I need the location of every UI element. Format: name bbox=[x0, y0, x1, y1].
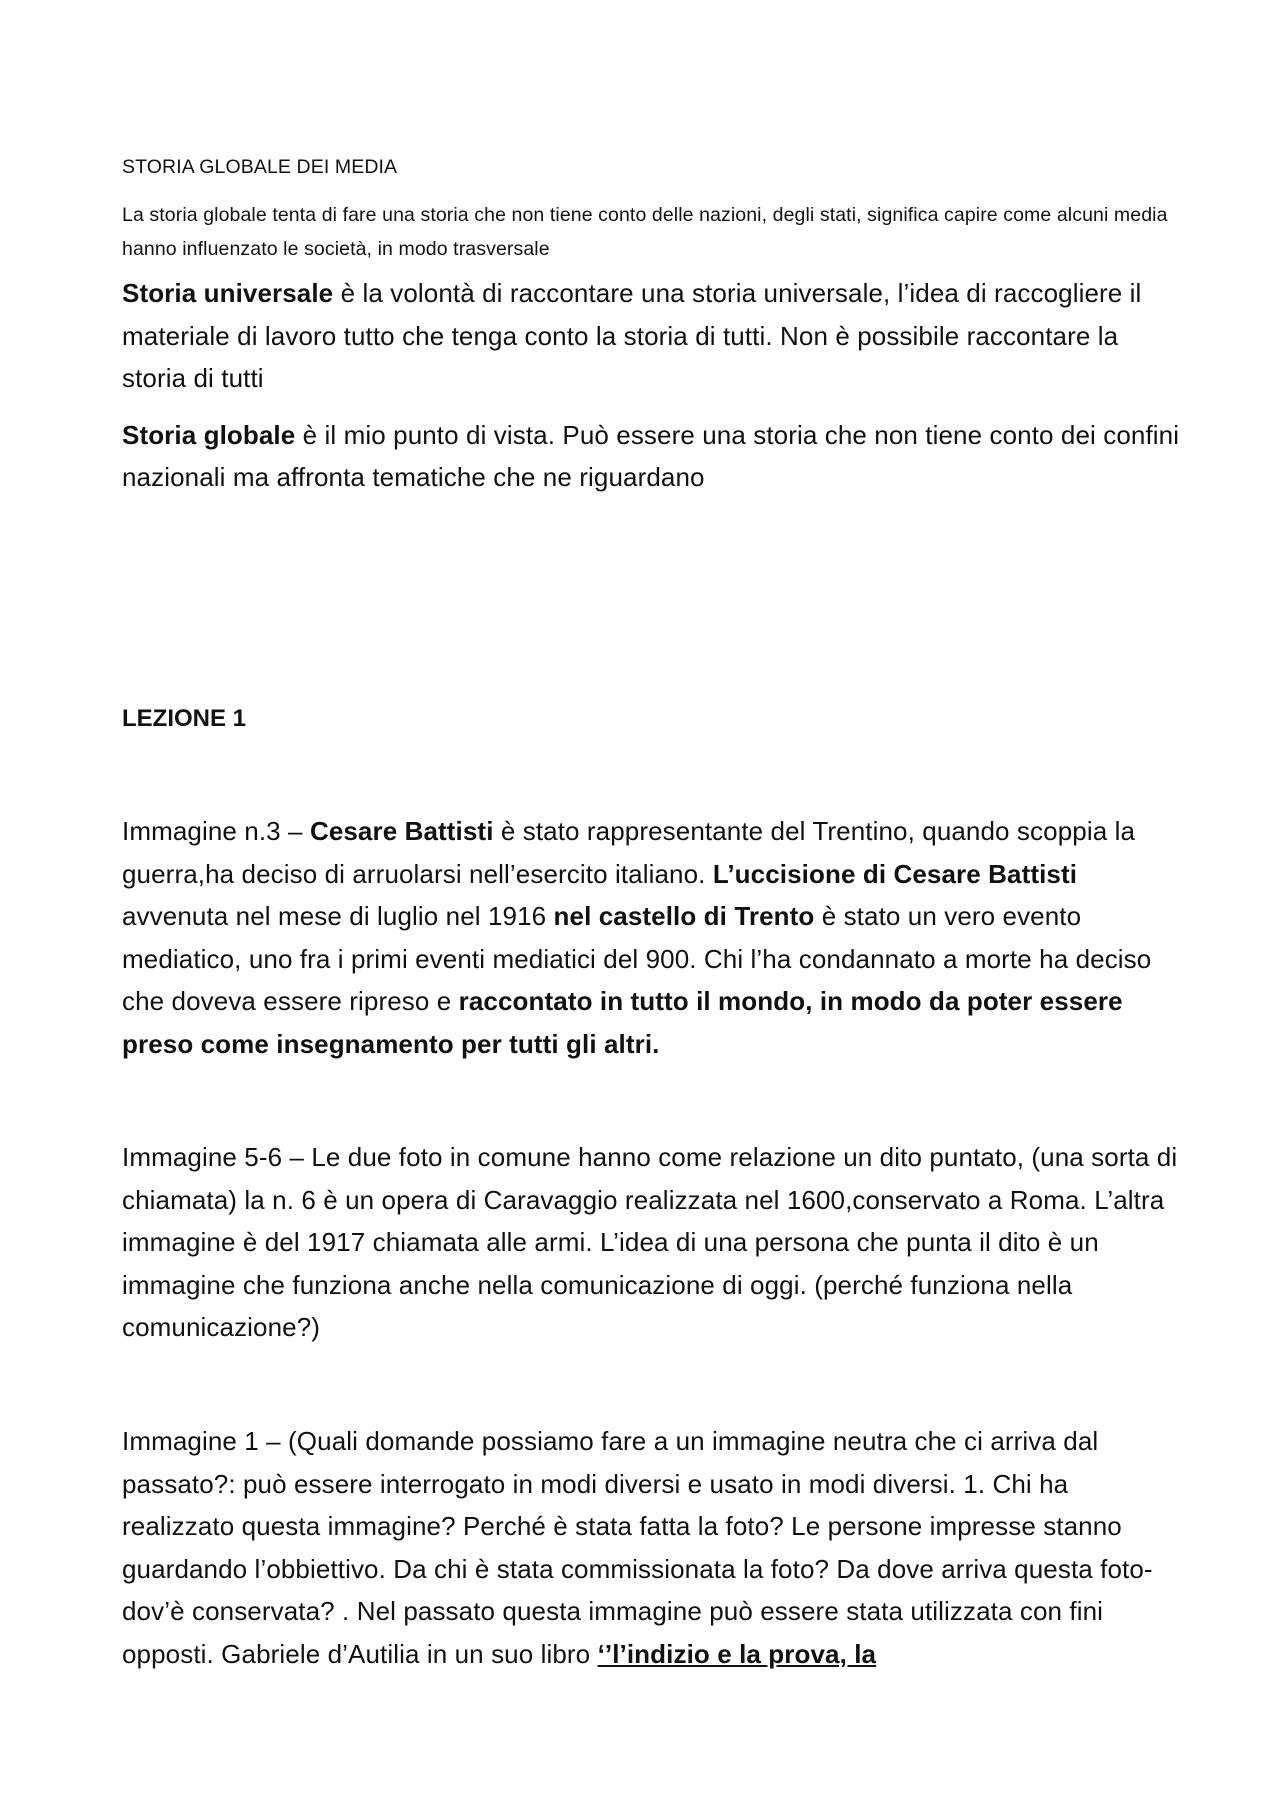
document-page bbox=[122, 150, 1180, 1669]
img3-bold-3: nel castello di Trento bbox=[553, 901, 815, 931]
document-title: STORIA GLOBALE DEI MEDIA bbox=[122, 156, 398, 178]
storia-globale-text: è il mio punto di vista. Può essere una storia che non tiene conto dei confini nazionali ma affronta tematiche che ne riguardano bbox=[122, 419, 1180, 492]
img3-bold-2: L’uccisione di Cesare Battisti bbox=[712, 858, 1078, 889]
img1-underlined-title: ‘’l’indizio e la prova, la bbox=[597, 1638, 877, 1669]
storia-globale-term: Storia globale bbox=[122, 419, 296, 450]
immagine-1-paragraph bbox=[122, 1420, 1180, 1675]
lesson-heading: LEZIONE 1 bbox=[122, 705, 247, 732]
img3-text-2: è stato rappresentante del Trentino, quando scoppia la guerra,ha deciso di arruolarsi nell’esercito italiano. bbox=[122, 816, 1136, 889]
storia-universale-term: Storia universale bbox=[122, 278, 334, 308]
intro-paragraph: La storia globale tenta di fare una storia che non tiene conto delle nazioni, degli stati, significa capire come alcuni media hanno influenzato le società, in modo trasversale bbox=[122, 204, 1168, 260]
img3-text-4: è stato un vero evento mediatico, uno fra i primi eventi mediatici del 900. Chi l’ha condannato a morte ha deciso che doveva essere ripreso e bbox=[122, 901, 1152, 1016]
immagine-5-6-paragraph: Immagine 5-6 – Le due foto in comune hanno come relazione un dito puntato, (una sorta di chiamata) la n. 6 è un opera di Caravaggio realizzata nel 1600,conservato a Roma. L’altra immagine è del 1917 chiamata alle armi. L’idea di una persona che punta il dito è un immagine che funziona anche nella comunicazione di oggi. (perché funziona nella comunicazione?) bbox=[122, 1142, 1178, 1342]
storia-globale-paragraph bbox=[122, 414, 1180, 499]
immagine-3-paragraph bbox=[122, 810, 1180, 1065]
img3-bold-4: raccontato in tutto il mondo, in modo da poter essere preso come insegnamento per tutti gli altri. bbox=[122, 986, 1123, 1059]
img3-text-1: Immagine n.3 – bbox=[122, 816, 310, 846]
storia-universale-paragraph bbox=[122, 272, 1180, 400]
img3-bold-1: Cesare Battisti bbox=[309, 816, 494, 846]
img3-text-3: avvenuta nel mese di luglio nel 1916 bbox=[122, 901, 554, 931]
storia-universale-text: è la volontà di raccontare una storia universale, l’idea di raccogliere il materiale di lavoro tutto che tenga conto la storia di tutti. Non è possibile raccontare la storia di tutti bbox=[122, 278, 1142, 393]
img1-text: Immagine 1 – (Quali domande possiamo fare a un immagine neutra che ci arriva dal passato?: può essere interrogato in modi diversi e usato in modi diversi. 1. Chi ha realizzato questa immagine? Perché è stata fatta la foto? Le persone impresse stanno guardando l’obbiettivo. Da chi è stata commissionata la foto? Da dove arriva questa foto-dov’è conservata? . Nel passato questa immagine può essere stata utilizzata con fini opposti. Gabriele d’Autilia in un suo libro bbox=[122, 1426, 1153, 1669]
